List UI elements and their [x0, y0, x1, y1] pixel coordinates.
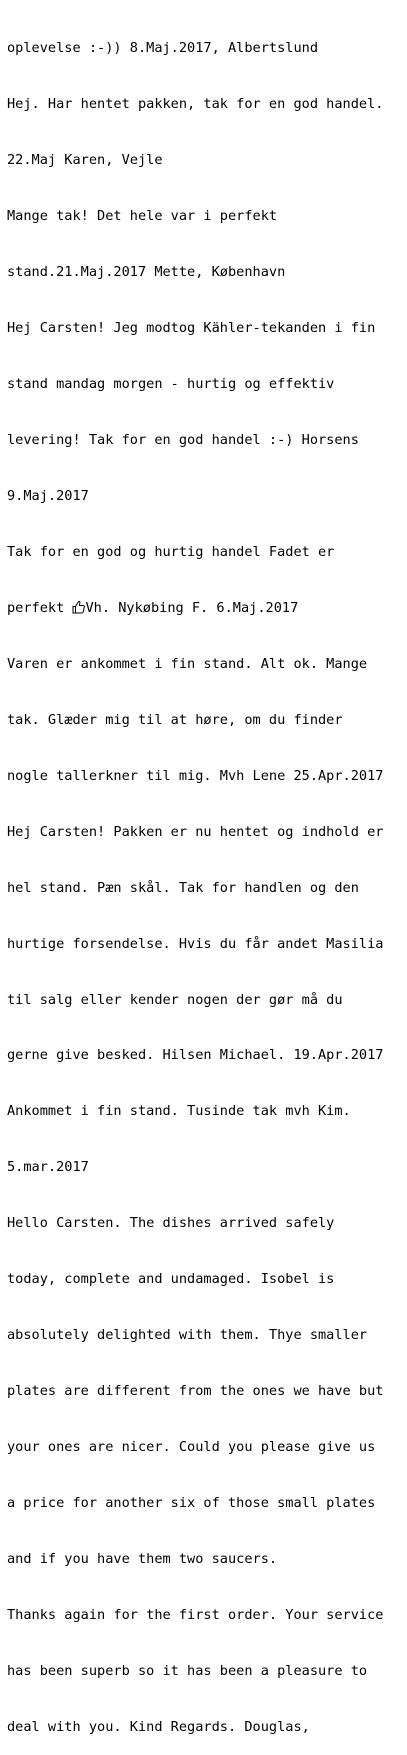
review-text-block — [7, 2, 403, 1755]
text-line: today, complete and undamaged. Isobel is — [7, 1271, 335, 1288]
text-line: gerne give besked. Hilsen Michael. 19.Apr.2017 — [7, 1047, 384, 1064]
text-fragment: Vh. Nykøbing F. 6.Maj.2017 — [85, 599, 299, 616]
text-line: nogle tallerkner til mig. Mvh Lene 25.Apr.2017 — [7, 767, 384, 784]
text-line: Mange tak! Det hele var i perfekt — [7, 208, 278, 225]
text-line: Ankommet i fin stand. Tusinde tak mvh Kim. — [7, 1103, 351, 1120]
text-line: has been superb so it has been a pleasure to — [7, 1662, 368, 1679]
text-line-with-emoji — [7, 599, 403, 618]
text-line: 22.Maj Karen, Vejle — [7, 152, 163, 169]
text-line: hurtige forsendelse. Hvis du får andet Masilia — [7, 935, 384, 952]
text-line: Tak for en god og hurtig handel Fadet er — [7, 543, 335, 560]
text-line: Hej Carsten! Pakken er nu hentet og indhold er — [7, 823, 384, 840]
text-line: Varen er ankommet i fin stand. Alt ok. Mange — [7, 655, 368, 672]
text-line: your ones are nicer. Could you please give us — [7, 1439, 376, 1456]
text-line: Thanks again for the first order. Your service — [7, 1607, 384, 1623]
text-line: stand mandag morgen - hurtig og effektiv — [7, 376, 335, 393]
text-line: tak. Glæder mig til at høre, om du finder — [7, 711, 343, 728]
text-line: oplevelse :-)) 8.Maj.2017, Albertslund — [7, 40, 318, 57]
text-line: plates are different from the ones we have but — [7, 1383, 384, 1400]
text-fragment: perfekt — [7, 599, 73, 616]
text-line: til salg eller kender nogen der gør må du — [7, 991, 343, 1008]
text-line: Hello Carsten. The dishes arrived safely — [7, 1215, 335, 1232]
text-line: stand.21.Maj.2017 Mette, København — [7, 264, 286, 281]
text-line: Hej. Har hentet pakken, tak for en god handel. — [7, 96, 384, 113]
text-line: Hej Carsten! Jeg modtog Kähler-tekanden i fin — [7, 320, 376, 337]
text-line: 5.mar.2017 — [7, 1159, 89, 1176]
text-line: levering! Tak for en god handel :-) Horsens — [7, 431, 359, 448]
text-line: deal with you. Kind Regards. Douglas, — [7, 1718, 310, 1735]
text-line: a price for another six of those small plates — [7, 1495, 376, 1512]
text-line: hel stand. Pæn skål. Tak for handlen og den — [7, 879, 359, 896]
text-line: absolutely delighted with them. Thye smaller — [7, 1327, 368, 1344]
text-line: and if you have them two saucers. — [7, 1551, 278, 1568]
thumbs-up-icon — [72, 600, 85, 614]
text-line: 9.Maj.2017 — [7, 487, 89, 504]
